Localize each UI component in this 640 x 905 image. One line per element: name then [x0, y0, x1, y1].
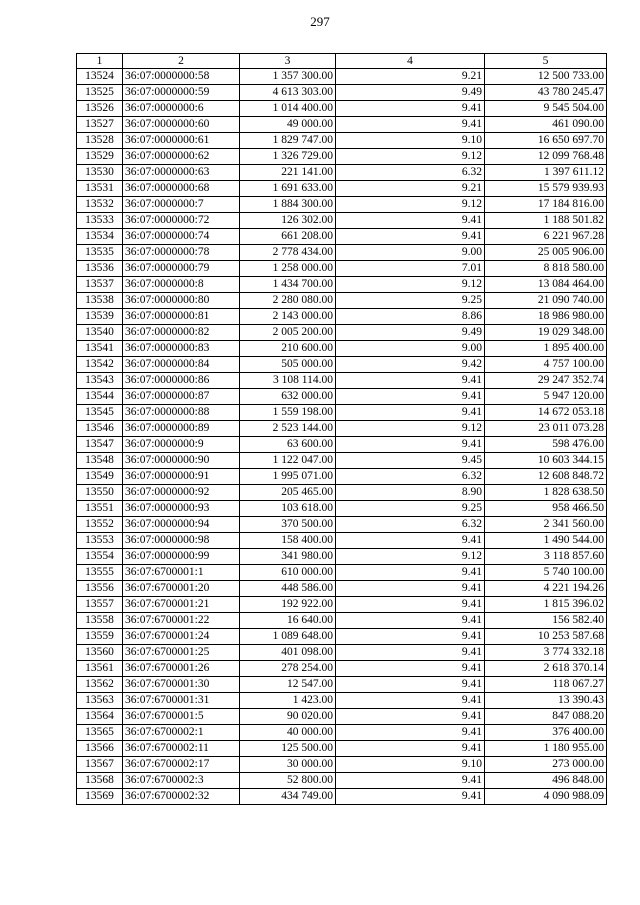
- total-value-cell: 1 188 501.82: [485, 213, 607, 229]
- area-value-cell: 2 005 200.00: [240, 325, 336, 341]
- rate-cell: 9.41: [336, 565, 485, 581]
- total-value-cell: 156 582.40: [485, 613, 607, 629]
- rate-cell: 6.32: [336, 469, 485, 485]
- area-value-cell: 210 600.00: [240, 341, 336, 357]
- area-value-cell: 49 000.00: [240, 117, 336, 133]
- cadastral-number-cell: 36:07:0000000:79: [123, 261, 240, 277]
- cadastral-number-cell: 36:07:6700001:25: [123, 645, 240, 661]
- area-value-cell: 632 000.00: [240, 389, 336, 405]
- row-number-cell: 13563: [77, 693, 123, 709]
- area-value-cell: 2 280 080.00: [240, 293, 336, 309]
- cadastral-number-cell: 36:07:0000000:90: [123, 453, 240, 469]
- table-row: [77, 501, 607, 517]
- area-value-cell: 1 326 729.00: [240, 149, 336, 165]
- area-value-cell: 1 434 700.00: [240, 277, 336, 293]
- total-value-cell: 25 005 906.00: [485, 245, 607, 261]
- table-row: [77, 165, 607, 181]
- rate-cell: 6.32: [336, 165, 485, 181]
- row-number-cell: 13540: [77, 325, 123, 341]
- cadastral-number-cell: 36:07:0000000:6: [123, 101, 240, 117]
- table-row: [77, 101, 607, 117]
- total-value-cell: 5 947 120.00: [485, 389, 607, 405]
- cadastral-number-cell: 36:07:0000000:63: [123, 165, 240, 181]
- table-row: [77, 405, 607, 421]
- rate-cell: 9.41: [336, 581, 485, 597]
- area-value-cell: 1 995 071.00: [240, 469, 336, 485]
- table-row: [77, 245, 607, 261]
- rate-cell: 9.10: [336, 133, 485, 149]
- total-value-cell: 19 029 348.00: [485, 325, 607, 341]
- table-row: [77, 133, 607, 149]
- table-row: [77, 757, 607, 773]
- table-row: [77, 85, 607, 101]
- table-row: [77, 357, 607, 373]
- area-value-cell: 2 523 144.00: [240, 421, 336, 437]
- cadastral-number-cell: 36:07:0000000:78: [123, 245, 240, 261]
- rate-cell: 9.00: [336, 245, 485, 261]
- total-value-cell: 9 545 504.00: [485, 101, 607, 117]
- table-row: [77, 389, 607, 405]
- cadastral-number-cell: 36:07:6700001:24: [123, 629, 240, 645]
- row-number-cell: 13539: [77, 309, 123, 325]
- table-body: [77, 69, 607, 805]
- total-value-cell: 3 118 857.60: [485, 549, 607, 565]
- total-value-cell: 18 986 980.00: [485, 309, 607, 325]
- rate-cell: 9.41: [336, 629, 485, 645]
- column-header: 3: [240, 54, 336, 69]
- cadastral-number-cell: 36:07:0000000:93: [123, 501, 240, 517]
- row-number-cell: 13545: [77, 405, 123, 421]
- row-number-cell: 13534: [77, 229, 123, 245]
- area-value-cell: 2 778 434.00: [240, 245, 336, 261]
- total-value-cell: 2 618 370.14: [485, 661, 607, 677]
- total-value-cell: 12 500 733.00: [485, 69, 607, 85]
- cadastral-number-cell: 36:07:0000000:81: [123, 309, 240, 325]
- table-row: [77, 693, 607, 709]
- total-value-cell: 376 400.00: [485, 725, 607, 741]
- cadastral-number-cell: 36:07:6700002:11: [123, 741, 240, 757]
- row-number-cell: 13564: [77, 709, 123, 725]
- total-value-cell: 4 221 194.26: [485, 581, 607, 597]
- row-number-cell: 13543: [77, 373, 123, 389]
- cadastral-number-cell: 36:07:0000000:62: [123, 149, 240, 165]
- rate-cell: 9.41: [336, 613, 485, 629]
- table-row: [77, 709, 607, 725]
- row-number-cell: 13553: [77, 533, 123, 549]
- row-number-cell: 13541: [77, 341, 123, 357]
- total-value-cell: 5 740 100.00: [485, 565, 607, 581]
- rate-cell: 9.42: [336, 357, 485, 373]
- cadastral-number-cell: 36:07:6700001:22: [123, 613, 240, 629]
- rate-cell: 9.12: [336, 197, 485, 213]
- area-value-cell: 1 559 198.00: [240, 405, 336, 421]
- row-number-cell: 13569: [77, 789, 123, 805]
- rate-cell: 9.41: [336, 405, 485, 421]
- row-number-cell: 13538: [77, 293, 123, 309]
- area-value-cell: 278 254.00: [240, 661, 336, 677]
- area-value-cell: 1 884 300.00: [240, 197, 336, 213]
- area-value-cell: 90 020.00: [240, 709, 336, 725]
- total-value-cell: 10 253 587.68: [485, 629, 607, 645]
- cadastral-number-cell: 36:07:0000000:94: [123, 517, 240, 533]
- rate-cell: 9.10: [336, 757, 485, 773]
- cadastral-number-cell: 36:07:0000000:99: [123, 549, 240, 565]
- rate-cell: 9.41: [336, 709, 485, 725]
- total-value-cell: 4 090 988.09: [485, 789, 607, 805]
- total-value-cell: 17 184 816.00: [485, 197, 607, 213]
- rate-cell: 9.25: [336, 501, 485, 517]
- table-row: [77, 613, 607, 629]
- table-row: [77, 645, 607, 661]
- total-value-cell: 12 608 848.72: [485, 469, 607, 485]
- cadastral-number-cell: 36:07:0000000:7: [123, 197, 240, 213]
- total-value-cell: 118 067.27: [485, 677, 607, 693]
- area-value-cell: 30 000.00: [240, 757, 336, 773]
- area-value-cell: 158 400.00: [240, 533, 336, 549]
- cadastral-number-cell: 36:07:0000000:74: [123, 229, 240, 245]
- total-value-cell: 15 579 939.93: [485, 181, 607, 197]
- area-value-cell: 63 600.00: [240, 437, 336, 453]
- row-number-cell: 13532: [77, 197, 123, 213]
- area-value-cell: 370 500.00: [240, 517, 336, 533]
- table-header-row: [77, 54, 607, 69]
- rate-cell: 9.41: [336, 677, 485, 693]
- area-value-cell: 40 000.00: [240, 725, 336, 741]
- row-number-cell: 13565: [77, 725, 123, 741]
- row-number-cell: 13552: [77, 517, 123, 533]
- area-value-cell: 401 098.00: [240, 645, 336, 661]
- table-row: [77, 533, 607, 549]
- row-number-cell: 13561: [77, 661, 123, 677]
- total-value-cell: 13 390.43: [485, 693, 607, 709]
- area-value-cell: 205 465.00: [240, 485, 336, 501]
- rate-cell: 9.41: [336, 213, 485, 229]
- rate-cell: 9.41: [336, 373, 485, 389]
- area-value-cell: 1 829 747.00: [240, 133, 336, 149]
- area-value-cell: 505 000.00: [240, 357, 336, 373]
- column-header: 5: [485, 54, 607, 69]
- rate-cell: 9.25: [336, 293, 485, 309]
- table-row: [77, 677, 607, 693]
- table-row: [77, 565, 607, 581]
- rate-cell: 9.41: [336, 661, 485, 677]
- total-value-cell: 496 848.00: [485, 773, 607, 789]
- total-value-cell: 3 774 332.18: [485, 645, 607, 661]
- cadastral-number-cell: 36:07:6700001:21: [123, 597, 240, 613]
- area-value-cell: 1 089 648.00: [240, 629, 336, 645]
- rate-cell: 9.49: [336, 85, 485, 101]
- row-number-cell: 13547: [77, 437, 123, 453]
- rate-cell: 9.45: [336, 453, 485, 469]
- table-row: [77, 325, 607, 341]
- table-row: [77, 421, 607, 437]
- row-number-cell: 13546: [77, 421, 123, 437]
- table-row: [77, 725, 607, 741]
- table-row: [77, 229, 607, 245]
- area-value-cell: 16 640.00: [240, 613, 336, 629]
- table-row: [77, 69, 607, 85]
- cadastral-value-table: [76, 53, 607, 805]
- row-number-cell: 13549: [77, 469, 123, 485]
- table-row: [77, 261, 607, 277]
- column-header: 4: [336, 54, 485, 69]
- row-number-cell: 13548: [77, 453, 123, 469]
- cadastral-number-cell: 36:07:6700001:20: [123, 581, 240, 597]
- rate-cell: 9.41: [336, 645, 485, 661]
- row-number-cell: 13567: [77, 757, 123, 773]
- total-value-cell: 1 180 955.00: [485, 741, 607, 757]
- total-value-cell: 10 603 344.15: [485, 453, 607, 469]
- area-value-cell: 1 691 633.00: [240, 181, 336, 197]
- total-value-cell: 1 397 611.12: [485, 165, 607, 181]
- table-row: [77, 789, 607, 805]
- row-number-cell: 13529: [77, 149, 123, 165]
- total-value-cell: 43 780 245.47: [485, 85, 607, 101]
- rate-cell: 9.12: [336, 277, 485, 293]
- area-value-cell: 434 749.00: [240, 789, 336, 805]
- table-row: [77, 549, 607, 565]
- cadastral-number-cell: 36:07:0000000:59: [123, 85, 240, 101]
- cadastral-number-cell: 36:07:6700002:3: [123, 773, 240, 789]
- row-number-cell: 13562: [77, 677, 123, 693]
- row-number-cell: 13526: [77, 101, 123, 117]
- cadastral-number-cell: 36:07:6700002:32: [123, 789, 240, 805]
- total-value-cell: 13 084 464.00: [485, 277, 607, 293]
- table-row: [77, 661, 607, 677]
- page-number: 297: [310, 14, 330, 29]
- table-row: [77, 629, 607, 645]
- row-number-cell: 13536: [77, 261, 123, 277]
- table-row: [77, 117, 607, 133]
- area-value-cell: 341 980.00: [240, 549, 336, 565]
- cadastral-number-cell: 36:07:0000000:60: [123, 117, 240, 133]
- row-number-cell: 13537: [77, 277, 123, 293]
- area-value-cell: 1 423.00: [240, 693, 336, 709]
- cadastral-number-cell: 36:07:0000000:84: [123, 357, 240, 373]
- row-number-cell: 13566: [77, 741, 123, 757]
- row-number-cell: 13557: [77, 597, 123, 613]
- table-row: [77, 149, 607, 165]
- row-number-cell: 13550: [77, 485, 123, 501]
- total-value-cell: 4 757 100.00: [485, 357, 607, 373]
- cadastral-number-cell: 36:07:6700001:26: [123, 661, 240, 677]
- row-number-cell: 13559: [77, 629, 123, 645]
- row-number-cell: 13528: [77, 133, 123, 149]
- table-row: [77, 373, 607, 389]
- row-number-cell: 13531: [77, 181, 123, 197]
- column-header: 1: [77, 54, 123, 69]
- row-number-cell: 13556: [77, 581, 123, 597]
- area-value-cell: 103 618.00: [240, 501, 336, 517]
- total-value-cell: 23 011 073.28: [485, 421, 607, 437]
- total-value-cell: 958 466.50: [485, 501, 607, 517]
- area-value-cell: 1 258 000.00: [240, 261, 336, 277]
- area-value-cell: 12 547.00: [240, 677, 336, 693]
- row-number-cell: 13525: [77, 85, 123, 101]
- cadastral-number-cell: 36:07:0000000:8: [123, 277, 240, 293]
- rate-cell: 9.21: [336, 181, 485, 197]
- row-number-cell: 13527: [77, 117, 123, 133]
- rate-cell: 9.41: [336, 725, 485, 741]
- total-value-cell: 847 088.20: [485, 709, 607, 725]
- area-value-cell: 192 922.00: [240, 597, 336, 613]
- rate-cell: 9.21: [336, 69, 485, 85]
- total-value-cell: 1 895 400.00: [485, 341, 607, 357]
- rate-cell: 9.41: [336, 437, 485, 453]
- cadastral-number-cell: 36:07:0000000:82: [123, 325, 240, 341]
- area-value-cell: 4 613 303.00: [240, 85, 336, 101]
- total-value-cell: 8 818 580.00: [485, 261, 607, 277]
- rate-cell: 9.41: [336, 229, 485, 245]
- row-number-cell: 13558: [77, 613, 123, 629]
- total-value-cell: 273 000.00: [485, 757, 607, 773]
- table-row: [77, 469, 607, 485]
- cadastral-number-cell: 36:07:0000000:80: [123, 293, 240, 309]
- table-row: [77, 341, 607, 357]
- rate-cell: 9.41: [336, 533, 485, 549]
- row-number-cell: 13535: [77, 245, 123, 261]
- cadastral-number-cell: 36:07:6700001:1: [123, 565, 240, 581]
- area-value-cell: 1 014 400.00: [240, 101, 336, 117]
- total-value-cell: 29 247 352.74: [485, 373, 607, 389]
- table-row: [77, 181, 607, 197]
- cadastral-number-cell: 36:07:6700001:5: [123, 709, 240, 725]
- rate-cell: 8.90: [336, 485, 485, 501]
- table-row: [77, 309, 607, 325]
- area-value-cell: 1 122 047.00: [240, 453, 336, 469]
- cadastral-number-cell: 36:07:0000000:88: [123, 405, 240, 421]
- area-value-cell: 125 500.00: [240, 741, 336, 757]
- cadastral-number-cell: 36:07:0000000:9: [123, 437, 240, 453]
- area-value-cell: 610 000.00: [240, 565, 336, 581]
- table-row: [77, 741, 607, 757]
- rate-cell: 9.41: [336, 389, 485, 405]
- total-value-cell: 12 099 768.48: [485, 149, 607, 165]
- area-value-cell: 661 208.00: [240, 229, 336, 245]
- cadastral-number-cell: 36:07:6700002:1: [123, 725, 240, 741]
- table-row: [77, 437, 607, 453]
- cadastral-number-cell: 36:07:0000000:87: [123, 389, 240, 405]
- row-number-cell: 13554: [77, 549, 123, 565]
- cadastral-number-cell: 36:07:0000000:72: [123, 213, 240, 229]
- rate-cell: 9.12: [336, 421, 485, 437]
- table-row: [77, 597, 607, 613]
- column-header: 2: [123, 54, 240, 69]
- cadastral-number-cell: 36:07:0000000:86: [123, 373, 240, 389]
- rate-cell: 9.49: [336, 325, 485, 341]
- total-value-cell: 2 341 560.00: [485, 517, 607, 533]
- table-row: [77, 517, 607, 533]
- cadastral-number-cell: 36:07:6700001:30: [123, 677, 240, 693]
- total-value-cell: 1 815 396.02: [485, 597, 607, 613]
- cadastral-number-cell: 36:07:0000000:92: [123, 485, 240, 501]
- total-value-cell: 1 828 638.50: [485, 485, 607, 501]
- row-number-cell: 13533: [77, 213, 123, 229]
- area-value-cell: 3 108 114.00: [240, 373, 336, 389]
- cadastral-number-cell: 36:07:0000000:58: [123, 69, 240, 85]
- cadastral-number-cell: 36:07:0000000:89: [123, 421, 240, 437]
- cadastral-number-cell: 36:07:0000000:98: [123, 533, 240, 549]
- total-value-cell: 16 650 697.70: [485, 133, 607, 149]
- area-value-cell: 126 302.00: [240, 213, 336, 229]
- rate-cell: 9.41: [336, 773, 485, 789]
- row-number-cell: 13542: [77, 357, 123, 373]
- table-row: [77, 485, 607, 501]
- rate-cell: 9.41: [336, 693, 485, 709]
- total-value-cell: 1 490 544.00: [485, 533, 607, 549]
- total-value-cell: 6 221 967.28: [485, 229, 607, 245]
- rate-cell: 8.86: [336, 309, 485, 325]
- table-row: [77, 581, 607, 597]
- cadastral-number-cell: 36:07:0000000:83: [123, 341, 240, 357]
- area-value-cell: 1 357 300.00: [240, 69, 336, 85]
- cadastral-number-cell: 36:07:0000000:68: [123, 181, 240, 197]
- row-number-cell: 13555: [77, 565, 123, 581]
- total-value-cell: 461 090.00: [485, 117, 607, 133]
- rate-cell: 9.00: [336, 341, 485, 357]
- row-number-cell: 13560: [77, 645, 123, 661]
- row-number-cell: 13551: [77, 501, 123, 517]
- table-row: [77, 773, 607, 789]
- rate-cell: 9.12: [336, 549, 485, 565]
- rate-cell: 9.41: [336, 741, 485, 757]
- area-value-cell: 52 800.00: [240, 773, 336, 789]
- rate-cell: 9.41: [336, 597, 485, 613]
- total-value-cell: 14 672 053.18: [485, 405, 607, 421]
- table-row: [77, 453, 607, 469]
- row-number-cell: 13568: [77, 773, 123, 789]
- table-row: [77, 197, 607, 213]
- row-number-cell: 13524: [77, 69, 123, 85]
- row-number-cell: 13544: [77, 389, 123, 405]
- rate-cell: 6.32: [336, 517, 485, 533]
- row-number-cell: 13530: [77, 165, 123, 181]
- table-row: [77, 277, 607, 293]
- cadastral-number-cell: 36:07:6700001:31: [123, 693, 240, 709]
- rate-cell: 9.41: [336, 101, 485, 117]
- cadastral-number-cell: 36:07:0000000:61: [123, 133, 240, 149]
- cadastral-number-cell: 36:07:0000000:91: [123, 469, 240, 485]
- area-value-cell: 448 586.00: [240, 581, 336, 597]
- table-row: [77, 213, 607, 229]
- rate-cell: 9.41: [336, 117, 485, 133]
- rate-cell: 9.41: [336, 789, 485, 805]
- rate-cell: 7.01: [336, 261, 485, 277]
- total-value-cell: 21 090 740.00: [485, 293, 607, 309]
- rate-cell: 9.12: [336, 149, 485, 165]
- cadastral-number-cell: 36:07:6700002:17: [123, 757, 240, 773]
- area-value-cell: 2 143 000.00: [240, 309, 336, 325]
- area-value-cell: 221 141.00: [240, 165, 336, 181]
- table-row: [77, 293, 607, 309]
- total-value-cell: 598 476.00: [485, 437, 607, 453]
